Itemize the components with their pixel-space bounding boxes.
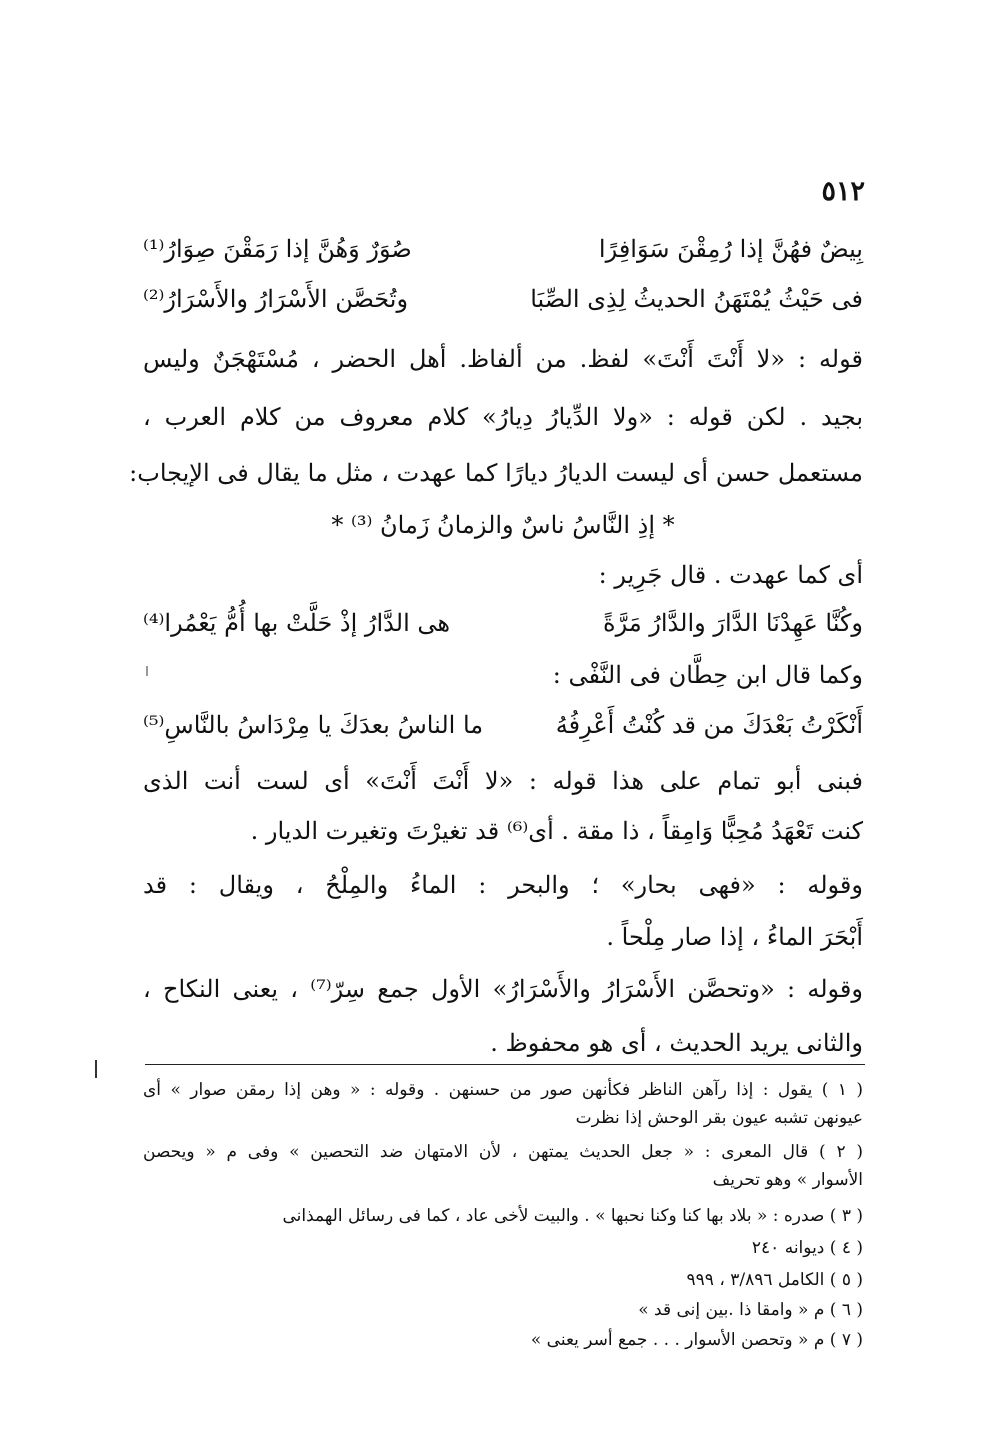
footnote-3: ( ٣ ) صدره : « بلاد بها كنا وكنا نحبها » . والبيت لأخى عاد ، كما فى رسائل الهمذانى [282,1206,863,1226]
paragraph-1-line-2: بجيد . لكن قوله : «ولا الدِّيارُ دِيارُ» كلام معروف من كلام العرب ، [143,403,864,431]
paragraph-1-line-3: مستعمل حسن أى ليست الديارُ ديارًا كما عهدت ، مثل ما يقال فى الإيجاب: [129,459,863,487]
paragraph-3-line-2: أَبْحَرَ الماءُ ، إذا صار مِلْحاً . [606,923,863,951]
verse-hittan [143,702,863,748]
footnote-1-line-1: ( ١ ) يقول : إذا رآهن الناظر فكأنهن صور من حسنهن . وقوله : « وهن إذا رمقن صوار » أى [143,1080,863,1100]
verse-line-1 [143,226,863,272]
scan-mark [146,666,148,676]
paragraph-4-line-1: وقوله : «وتحصَّن الأَسْرَارُ والأَسْرَارُ» الأول جمع سِرّ⁽⁷⁾ ، يعنى النكاح ، [143,975,863,1003]
paragraph-3-line-1: وقوله : «فهى بحار» ؛ والبحر : الماءُ والمِلْحُ ، ويقال : قد [143,871,863,899]
verse-jarir-first-hemistich: وكُنَّا عَهِدْنَا الدَّارَ والدَّارُ مَرَّةً [603,609,863,637]
scan-mark [95,1060,97,1078]
verse-line-2 [143,276,863,322]
verse-1-second-hemistich: صُوَرٌ وَهُنَّ إذا رَمَقْنَ صِوَارُ⁽¹⁾ [143,235,412,263]
footnote-7: ( ٧ ) م « وتحصن الأسوار . . . جمع أسر يعنى » [530,1330,863,1350]
footnote-2-line-2: الأسوار » وهو تحريف [712,1170,863,1190]
footnote-divider [145,1064,865,1065]
intro-hittan-line: وكما قال ابن حِطَّان فى النَّفْى : [552,661,863,689]
footnote-4: ( ٤ ) ديوانه ٢٤٠ [751,1238,863,1258]
footnote-6: ( ٦ ) م « وامقا ذا .بين إنى قد » [638,1300,863,1320]
paragraph-4-line-2: والثانى يريد الحديث ، أى هو محفوظ . [490,1029,863,1057]
footnote-2-line-1: ( ٢ ) قال المعرى : « جعل الحديث يمتهن ، لأن الامتهان ضد التحصين » وفى م « ويحصن [143,1142,863,1162]
verse-2-first-hemistich: فى حَيْثُ يُمْتَهَنُ الحديثُ لِذِى الصِّبَا [530,285,863,313]
verse-2-second-hemistich: وتُحَصَّن الأَسْرَارُ والأَسْرَارُ⁽²⁾ [143,285,409,313]
verse-1-first-hemistich: بِيضٌ فهُنَّ إذا رُمِقْنَ سَوَافِرًا [598,235,863,263]
after-quote-line: أى كما عهدت . قال جَرِير : [598,561,863,589]
verse-hittan-second-hemistich: ما الناسُ بعدَكَ يا مِرْدَاسُ بالنَّاسِ⁽⁵⁾ [143,711,484,739]
footnote-5: ( ٥ ) الكامل ٣/٨٩٦ ، ٩٩٩ [686,1270,863,1290]
verse-jarir [143,600,863,646]
paragraph-2-line-2: كنت تَعْهَدُ مُحِبًّا وَامِقاً ، ذا مقة . أى⁽⁶⁾ قد تغيرْتَ وتغيرت الديار . [250,817,863,845]
page-number: ٥١٢ [821,176,865,207]
verse-jarir-second-hemistich: هى الدَّارُ إذْ حَلَّتْ بها أُمُّ يَعْمُرا⁽⁴⁾ [143,609,451,637]
footnote-1-line-2: عيونهن تشبه عيون بقر الوحش إذا نظرت [575,1108,863,1128]
paragraph-2-line-1: فبنى أبو تمام على هذا قوله : «لا أَنْتَ أَنْتَ» أى لست أنت الذى [143,767,863,795]
quoted-hemistich: * إذِ النَّاسُ ناسٌ والزمانُ زَمانُ ⁽³⁾ * [331,511,675,539]
paragraph-1-line-1: قوله : «لا أَنْتَ أَنْتَ» لفظ. من ألفاظ. أهل الحضر ، مُسْتَهْجَنٌ وليس [143,345,863,373]
verse-hittan-first-hemistich: أَنْكَرْتُ بَعْدَكَ من قد كُنْتُ أَعْرِفُهُ [555,711,863,739]
